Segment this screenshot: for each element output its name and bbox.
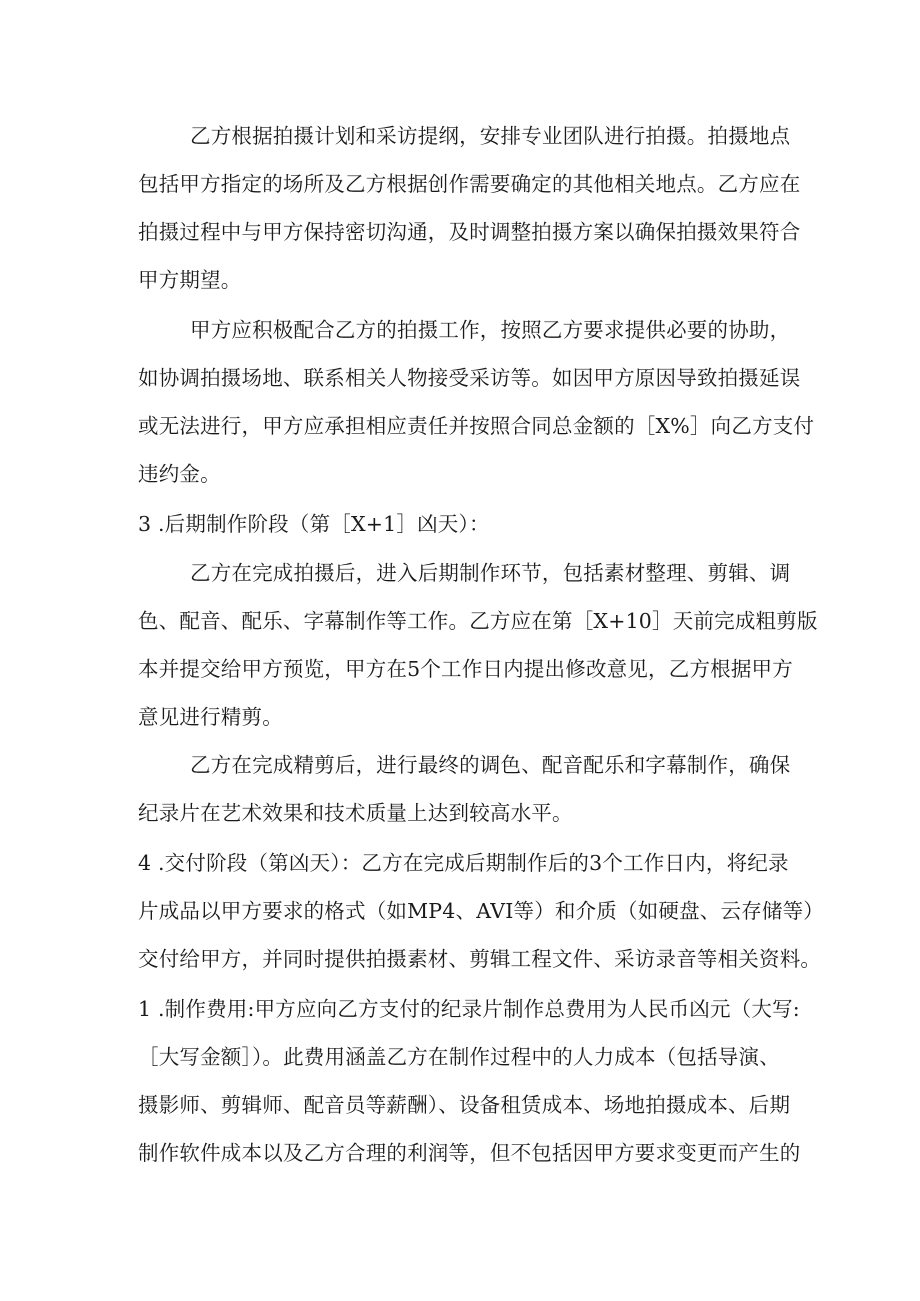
paragraph-line: 乙方根据拍摄计划和采访提纲，安排专业团队进行拍摄。拍摄地点 [190,124,791,148]
paragraph-line: 或无法进行，甲方应承担相应责任并按照合同总金额的［X%］向乙方支付 [138,414,815,438]
paragraph-line: 乙方在完成精剪后，进行最终的调色、配音配乐和字幕制作，确保 [190,753,791,777]
paragraph-line: 意见进行精剪。 [138,705,283,729]
paragraph-line: 拍摄过程中与甲方保持密切沟通，及时调整拍摄方案以确保拍摄效果符合 [138,220,801,244]
paragraph-line: 本并提交给甲方预览，甲方在5个工作日内提出修改意见，乙方根据甲方 [138,657,793,681]
paragraph-line: 包括甲方指定的场所及乙方根据创作需要确定的其他相关地点。乙方应在 [138,172,801,196]
paragraph-line: 片成品以甲方要求的格式（如MP4、AVI等）和介质（如硬盘、云存储等） [138,899,825,923]
paragraph-line: 色、配音、配乐、字幕制作等工作。乙方应在第［X+10］天前完成粗剪版 [138,609,818,633]
paragraph-line: 摄影师、剪辑师、配音员等薪酬）、设备租赁成本、场地拍摄成本、后期 [138,1093,791,1117]
paragraph-line: 如协调拍摄场地、联系相关人物接受采访等。如因甲方原因导致拍摄延误 [138,366,801,390]
paragraph-line: 交付给甲方，并同时提供拍摄素材、剪辑工程文件、采访录音等相关资料。 [138,947,822,971]
paragraph-line: ［大写金额］）。此费用涵盖乙方在制作过程中的人力成本（包括导演、 [138,1045,780,1069]
paragraph-line: 乙方在完成拍摄后，进入后期制作环节，包括素材整理、剪辑、调 [190,561,791,585]
section-heading: 1 .制作费用:甲方应向乙方支付的纪录片制作总费用为人民币凶元（大写: [138,997,800,1021]
section-heading: 4 .交付阶段（第凶天）：乙方在完成后期制作后的3个工作日内，将纪录 [138,851,789,875]
paragraph-line: 制作软件成本以及乙方合理的利润等，但不包括因甲方要求变更而产生的 [138,1141,801,1165]
paragraph-line: 甲方应积极配合乙方的拍摄工作，按照乙方要求提供必要的协助， [190,318,791,342]
paragraph-line: 甲方期望。 [138,268,242,292]
section-heading: 3 .后期制作阶段（第［X+1］凶天）： [138,512,490,536]
paragraph-line: 纪录片在艺术效果和技术质量上达到较高水平。 [138,801,573,825]
paragraph-line: 违约金。 [138,462,221,486]
